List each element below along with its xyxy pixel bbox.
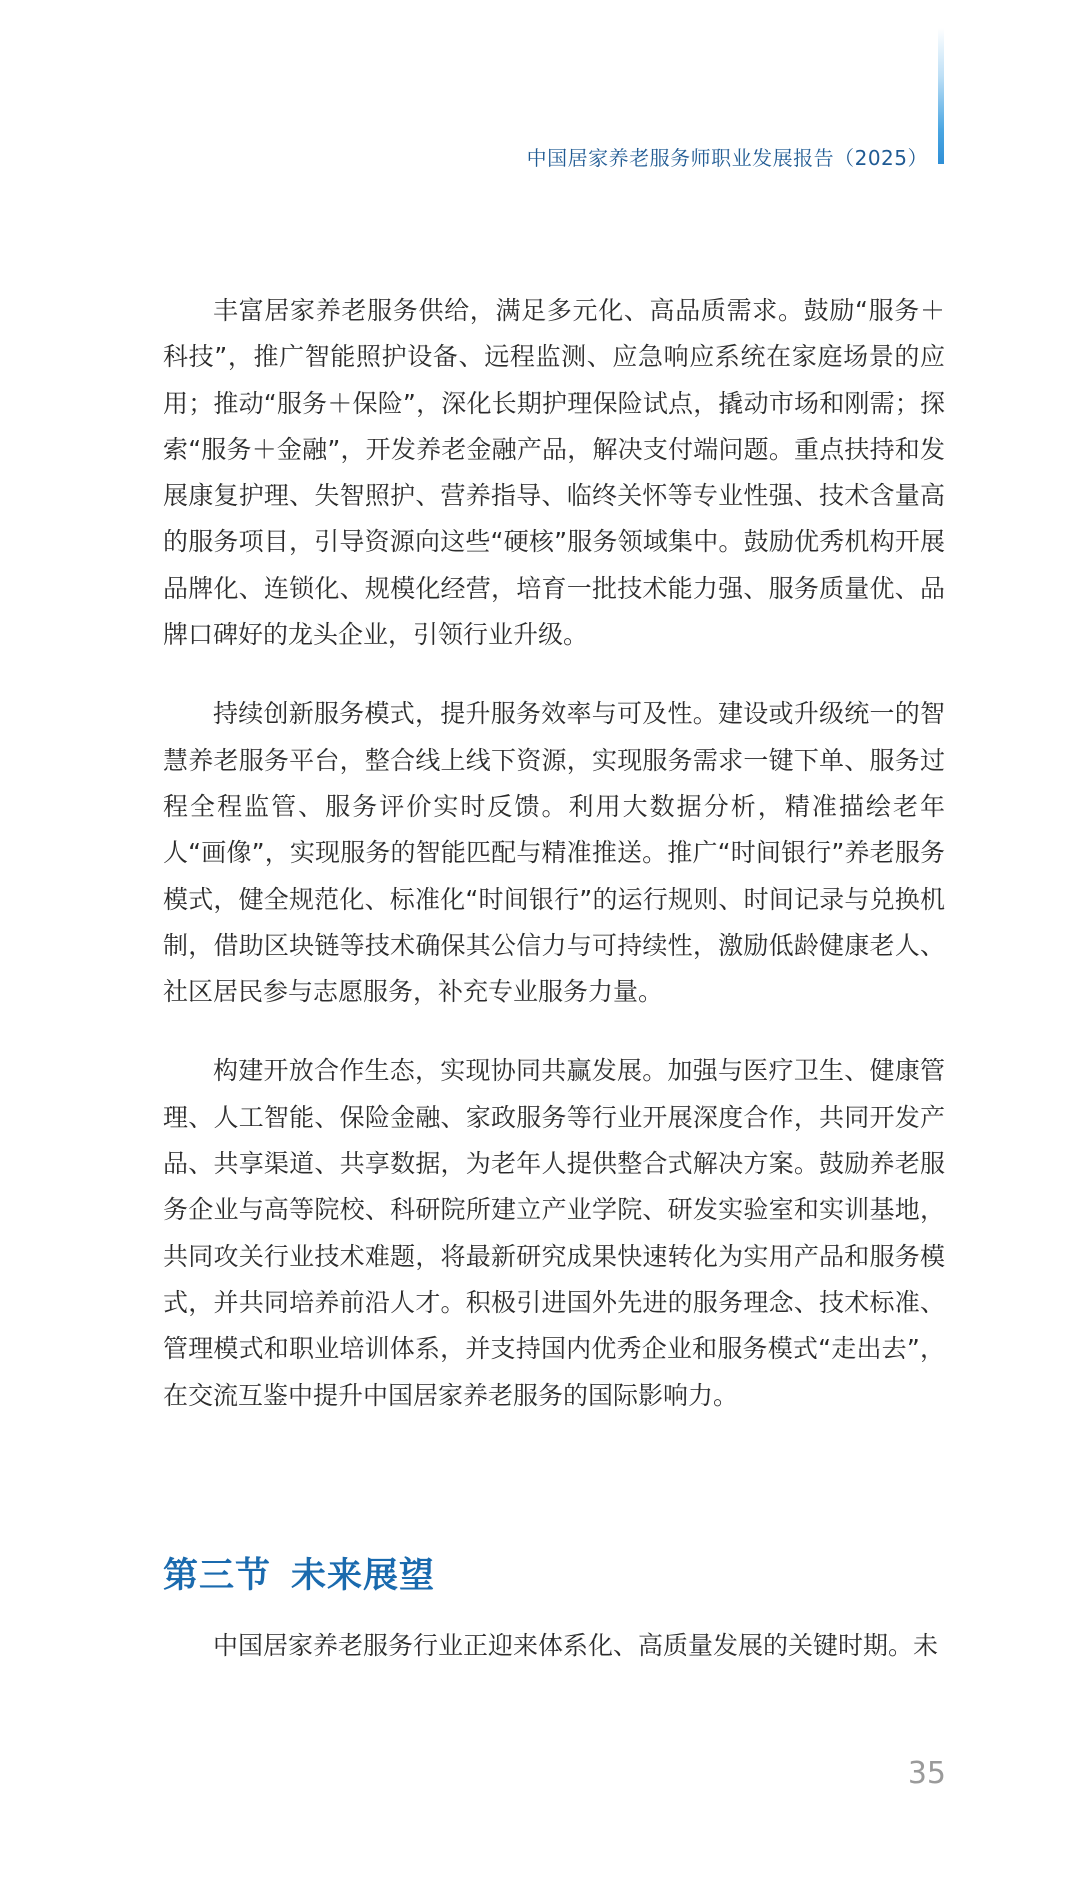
paragraph-service-supply: 丰富居家养老服务供给，满足多元化、高品质需求。鼓励“服务＋科技”，推广智能照护设备、远程监测、应急响应系统在家庭场景的应用；推动“服务＋保险”，深化长期护理保险试点，撬动市场和刚需；探索“服务＋金融”，开发养老金融产品，解决支付端问题。重点扶持和发展康复护理、失智照护、营养指导、临终关怀等专业性强、技术含量高的服务项目，引导资源向这些“硬核”服务领域集中。鼓励优秀机构开展品牌化、连锁化、规模化经营，培育一批技术能力强、服务质量优、品牌口碑好的龙头企业，引领行业升级。	[163, 296, 945, 650]
paragraph-cooperation-ecosystem: 构建开放合作生态，实现协同共赢发展。加强与医疗卫生、健康管理、人工智能、保险金融、家政服务等行业开展深度合作，共同开发产品、共享渠道、共享数据，为老年人提供整合式解决方案。鼓励养老服务企业与高等院校、科研院所建立产业学院、研发实验室和实训基地，共同攻关行业技术难题，将最新研究成果快速转化为实用产品和服务模式，并共同培养前沿人才。积极引进国外先进的服务理念、技术标准、管理模式和职业培训体系，并支持国内优秀企业和服务模式“走出去”，在交流互鉴中提升中国居家养老服务的国际影响力。	[163, 1056, 945, 1410]
section-heading	[163, 1548, 435, 1598]
section-number: 第三节	[163, 1556, 272, 1596]
body-text	[163, 288, 945, 1452]
section-intro-text: 中国居家养老服务行业正迎来体系化、高质量发展的关键时期。未	[213, 1631, 939, 1660]
page-number: 35	[907, 1756, 946, 1791]
header-accent-bar	[938, 28, 944, 164]
section-title: 未来展望	[291, 1556, 436, 1596]
running-header-title: 中国居家养老服务师职业发展报告（2025）	[526, 146, 928, 170]
paragraph-service-model: 持续创新服务模式，提升服务效率与可及性。建设或升级统一的智慧养老服务平台，整合线上线下资源，实现服务需求一键下单、服务过程全程监管、服务评价实时反馈。利用大数据分析，精准描绘老年人“画像”，实现服务的智能匹配与精准推送。推广“时间银行”养老服务模式，健全规范化、标准化“时间银行”的运行规则、时间记录与兑换机制，借助区块链等技术确保其公信力与可持续性，激励低龄健康老人、社区居民参与志愿服务，补充专业服务力量。	[163, 699, 945, 1007]
